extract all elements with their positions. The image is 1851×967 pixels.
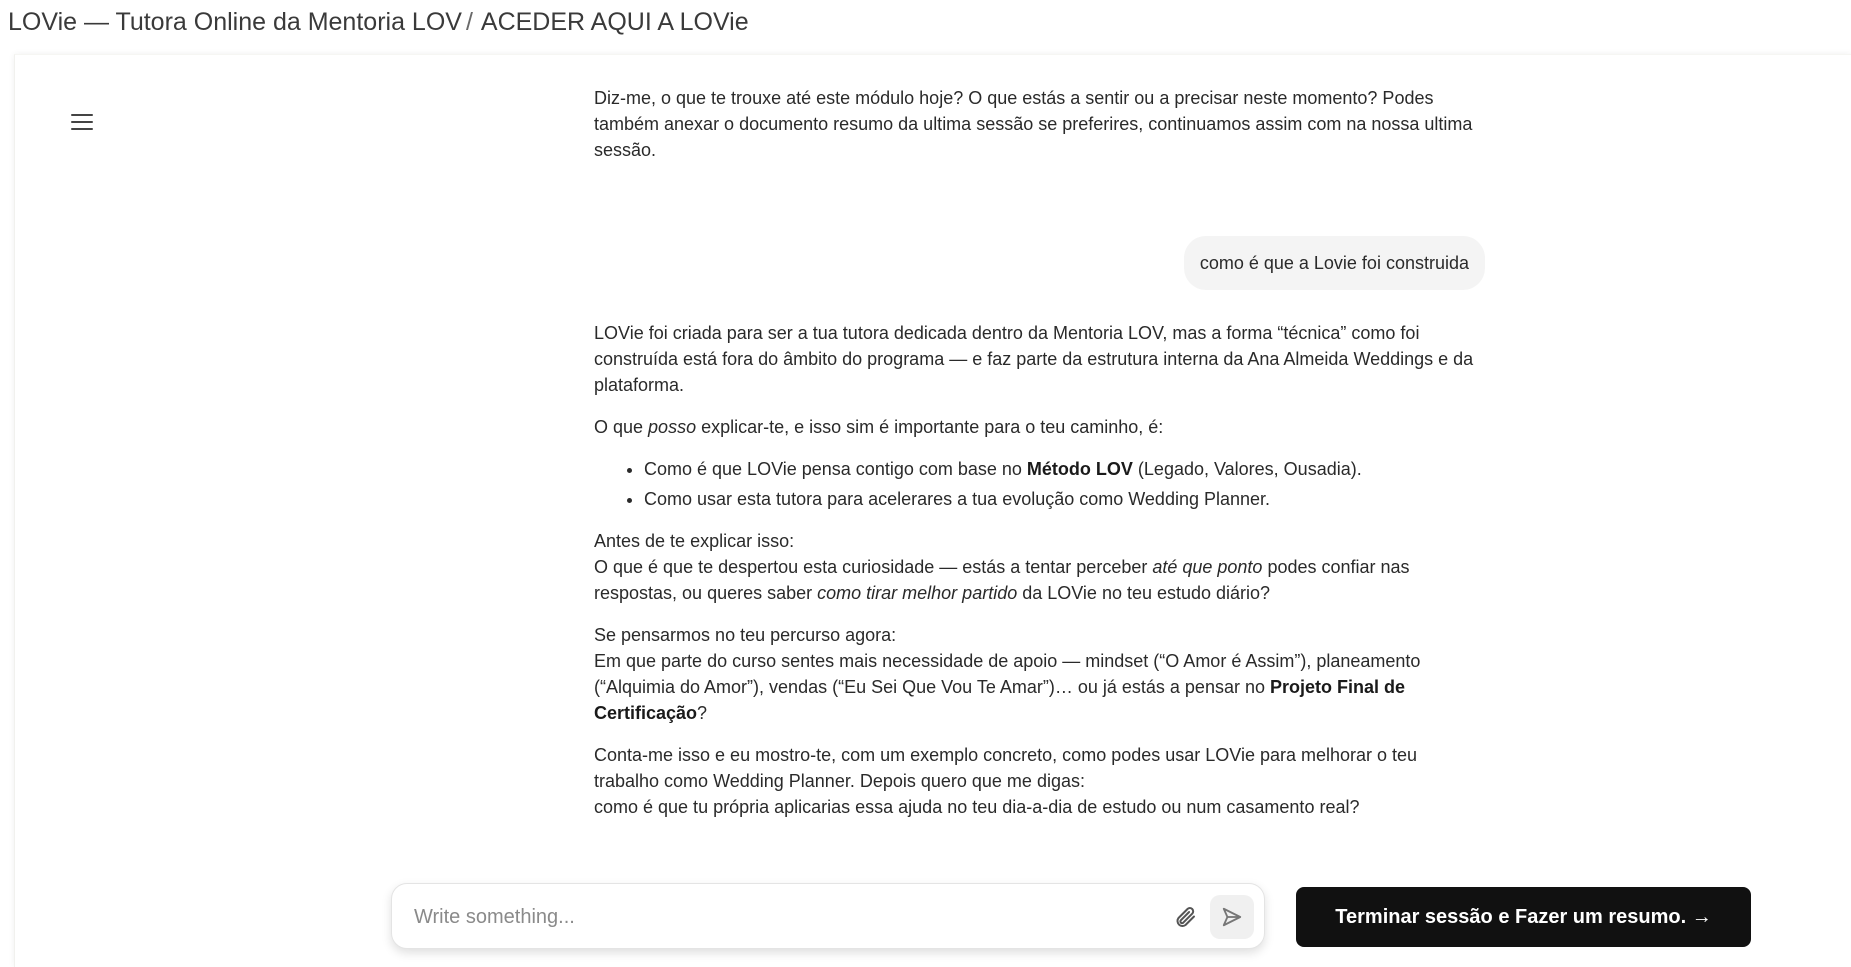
- reply-bold: Método LOV: [1026, 459, 1133, 479]
- assistant-message: [594, 85, 1485, 163]
- chat-frame: [14, 54, 1851, 967]
- send-button[interactable]: [1210, 895, 1254, 939]
- reply-paragraph-2: [594, 414, 1485, 440]
- paperclip-icon: [1173, 905, 1197, 929]
- attach-button[interactable]: [1170, 902, 1200, 932]
- reply-emphasis: posso: [648, 417, 697, 437]
- reply-paragraph-5: [594, 742, 1485, 820]
- reply-text: da LOVie no teu estudo diário?: [1017, 583, 1271, 603]
- reply-list: [594, 456, 1485, 512]
- reply-text: O que é que te despertou esta curiosidade — estás a tentar perceber: [594, 557, 1153, 577]
- message-composer: [391, 883, 1265, 949]
- reply-paragraph-3: [594, 528, 1485, 606]
- reply-paragraph-4: [594, 622, 1485, 726]
- reply-bold: Projeto Final de Certificação: [594, 677, 1406, 723]
- user-message-row: [594, 236, 1485, 290]
- reply-text: Como é que LOVie pensa contigo com base no: [644, 459, 1027, 479]
- reply-text: como é que tu própria aplicarias essa ajuda no teu dia-a-dia de estudo ou num casamento real?: [594, 797, 1360, 817]
- reply-paragraph-1: LOVie foi criada para ser a tua tutora dedicada dentro da Mentoria LOV, mas a forma “técnica” como foi construída está fora do âmbito do programa — e faz parte da estrutura interna da Ana Almeida Weddings e da plataforma.: [594, 323, 1474, 395]
- breadcrumb-current: ACEDER AQUI A LOVie: [480, 8, 749, 36]
- reply-text: Em que parte do curso sentes mais necessidade de apoio — mindset (“O Amor é Assim”), planeamento (“Alquimia do Amor”), vendas (“Eu Sei Que Vou Te Amar”)… ou já estás a pensar no: [594, 651, 1421, 697]
- end-session-summary-button[interactable]: Terminar sessão e Fazer um resumo. →: [1296, 887, 1751, 947]
- reply-text: Se pensarmos no teu percurso agora:: [594, 625, 897, 645]
- reply-text: explicar-te, e isso sim é importante para o teu caminho, é:: [696, 417, 1164, 437]
- user-message-bubble: como é que a Lovie foi construida: [1184, 236, 1485, 290]
- assistant-reply: [594, 320, 1485, 820]
- breadcrumb-parent-link[interactable]: LOVie — Tutora Online da Mentoria LOV: [8, 8, 462, 36]
- reply-emphasis: como tirar melhor partido: [817, 583, 1018, 603]
- reply-text: (Legado, Valores, Ousadia).: [1132, 459, 1362, 479]
- reply-text: Conta-me isso e eu mostro-te, com um exemplo concreto, como podes usar LOVie para melhorar o teu trabalho como Wedding Planner. Depois quero que me digas:: [594, 745, 1418, 791]
- reply-text: O que: [594, 417, 649, 437]
- reply-text: Antes de te explicar isso:: [594, 531, 795, 551]
- chat-messages: [594, 85, 1485, 867]
- reply-text: ?: [697, 703, 708, 723]
- reply-emphasis: até que ponto: [1152, 557, 1263, 577]
- message-input[interactable]: [412, 898, 1136, 936]
- breadcrumb-separator: /: [465, 8, 473, 36]
- menu-button[interactable]: [55, 95, 109, 149]
- list-item: [644, 456, 1485, 482]
- list-item: • Como usar esta tutora para acelerares a tua evolução como Wedding Planner.: [644, 486, 1485, 512]
- breadcrumb: [8, 8, 749, 37]
- send-arrow-icon: [1221, 906, 1243, 928]
- hamburger-menu-icon: [70, 112, 94, 132]
- assistant-intro-text: Diz-me, o que te trouxe até este módulo hoje? O que estás a sentir ou a precisar neste momento? Podes também anexar o documento resumo da ultima sessão se preferires, continuamos assim com na nossa ultima sessão.: [594, 88, 1473, 160]
- reply-text: podes confiar nas respostas, ou queres saber: [594, 557, 1410, 603]
